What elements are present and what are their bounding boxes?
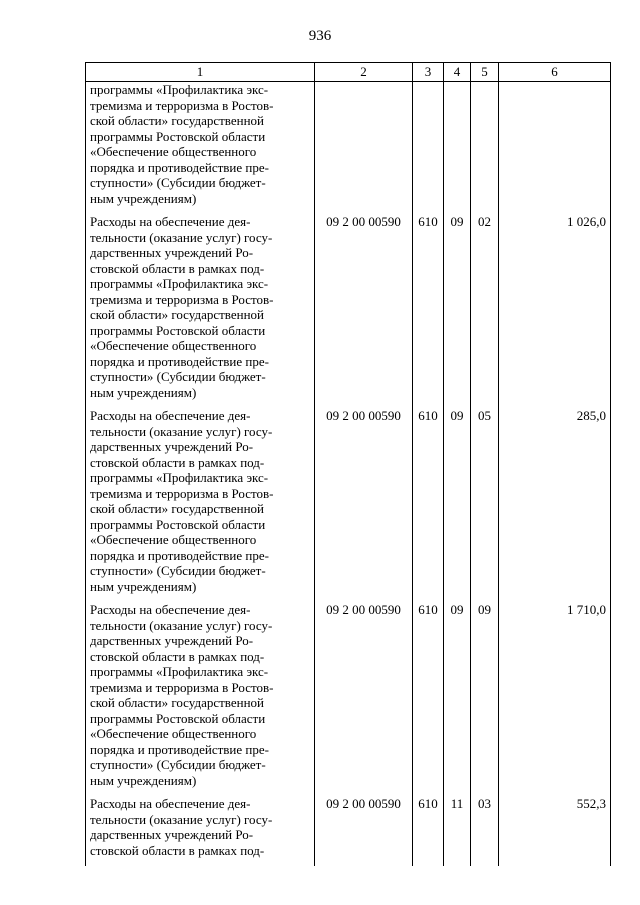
row-section bbox=[444, 82, 471, 215]
description-line: дарственных учреждений Ро- bbox=[90, 245, 254, 260]
row-expense-type: 610 bbox=[413, 796, 444, 866]
description-line: тельности (оказание услуг) госу- bbox=[90, 617, 273, 633]
row-expense-type: 610 bbox=[413, 602, 444, 796]
row-description bbox=[86, 796, 315, 866]
table-row bbox=[86, 408, 611, 602]
row-section: 09 bbox=[444, 408, 471, 602]
description-line: порядка и противодействие пре- bbox=[90, 159, 269, 175]
description-line: программы «Профилактика экс- bbox=[90, 470, 269, 485]
row-target-code: 09 2 00 00590 bbox=[315, 408, 413, 602]
description-line: стовской области в рамках под- bbox=[90, 842, 265, 858]
table-row bbox=[86, 214, 611, 408]
description-line: программы «Профилактика экс- bbox=[90, 664, 269, 679]
description-line: стовской области в рамках под- bbox=[90, 648, 265, 664]
row-description bbox=[86, 214, 315, 408]
row-section: 09 bbox=[444, 214, 471, 408]
row-description bbox=[86, 82, 315, 215]
description-line: порядка и противодействие пре- bbox=[90, 741, 269, 757]
description-line: «Обеспечение общественного bbox=[90, 338, 257, 353]
column-header-6: 6 bbox=[499, 63, 611, 82]
description-line: «Обеспечение общественного bbox=[90, 144, 257, 159]
description-line: дарственных учреждений Ро- bbox=[90, 633, 254, 648]
row-expense-type bbox=[413, 82, 444, 215]
description-line: тремизма и терроризма в Ростов- bbox=[90, 291, 274, 307]
description-line: ской области» государственной bbox=[90, 501, 264, 516]
description-line: «Обеспечение общественного bbox=[90, 726, 257, 741]
description-line: ской области» государственной bbox=[90, 695, 264, 710]
column-header-2: 2 bbox=[315, 63, 413, 82]
table-body bbox=[86, 82, 611, 867]
row-section: 11 bbox=[444, 796, 471, 866]
description-line: ступности» (Субсидии бюджет- bbox=[90, 757, 266, 772]
row-expense-type: 610 bbox=[413, 408, 444, 602]
row-target-code: 09 2 00 00590 bbox=[315, 602, 413, 796]
description-line: тельности (оказание услуг) госу- bbox=[90, 423, 273, 439]
row-expense-type: 610 bbox=[413, 214, 444, 408]
row-subsection: 02 bbox=[471, 214, 499, 408]
row-subsection: 05 bbox=[471, 408, 499, 602]
description-line: программы Ростовской области bbox=[90, 516, 266, 532]
row-description bbox=[86, 602, 315, 796]
description-line: тельности (оказание услуг) госу- bbox=[90, 229, 273, 245]
description-line: стовской области в рамках под- bbox=[90, 260, 265, 276]
column-header-3: 3 bbox=[413, 63, 444, 82]
description-line: ным учреждениям) bbox=[90, 384, 197, 400]
row-subsection: 09 bbox=[471, 602, 499, 796]
description-line: тремизма и терроризма в Ростов- bbox=[90, 485, 274, 501]
description-line: Расходы на обеспечение дея- bbox=[90, 408, 251, 423]
description-line: программы «Профилактика экс- bbox=[90, 276, 269, 291]
description-line: программы Ростовской области bbox=[90, 322, 266, 338]
description-line: порядка и противодействие пре- bbox=[90, 547, 269, 563]
description-line: Расходы на обеспечение дея- bbox=[90, 214, 251, 229]
row-target-code bbox=[315, 82, 413, 215]
table-row bbox=[86, 82, 611, 215]
row-subsection bbox=[471, 82, 499, 215]
description-line: ным учреждениям) bbox=[90, 772, 197, 788]
row-target-code: 09 2 00 00590 bbox=[315, 796, 413, 866]
row-amount: 285,0 bbox=[499, 408, 611, 602]
description-line: тельности (оказание услуг) госу- bbox=[90, 811, 273, 827]
page-number: 936 bbox=[308, 28, 332, 44]
row-amount: 1 026,0 bbox=[499, 214, 611, 408]
description-line: Расходы на обеспечение дея- bbox=[90, 796, 251, 811]
description-line: Расходы на обеспечение дея- bbox=[90, 602, 251, 617]
description-line: программы Ростовской области bbox=[90, 128, 266, 144]
description-line: «Обеспечение общественного bbox=[90, 532, 257, 547]
description-line: дарственных учреждений Ро- bbox=[90, 439, 254, 454]
description-line: порядка и противодействие пре- bbox=[90, 353, 269, 369]
row-description bbox=[86, 408, 315, 602]
row-subsection: 03 bbox=[471, 796, 499, 866]
row-target-code: 09 2 00 00590 bbox=[315, 214, 413, 408]
table-header-row bbox=[86, 63, 611, 82]
budget-table bbox=[85, 62, 611, 866]
description-line: программы «Профилактика экс- bbox=[90, 82, 269, 97]
column-header-5: 5 bbox=[471, 63, 499, 82]
row-section: 09 bbox=[444, 602, 471, 796]
row-amount bbox=[499, 82, 611, 215]
description-line: ступности» (Субсидии бюджет- bbox=[90, 175, 266, 190]
row-amount: 1 710,0 bbox=[499, 602, 611, 796]
description-line: ской области» государственной bbox=[90, 307, 264, 322]
description-line: ской области» государственной bbox=[90, 113, 264, 128]
description-line: ступности» (Субсидии бюджет- bbox=[90, 369, 266, 384]
description-line: программы Ростовской области bbox=[90, 710, 266, 726]
description-line: ным учреждениям) bbox=[90, 578, 197, 594]
column-header-1: 1 bbox=[86, 63, 315, 82]
description-line: ным учреждениям) bbox=[90, 190, 197, 206]
row-amount: 552,3 bbox=[499, 796, 611, 866]
table-row bbox=[86, 796, 611, 866]
table-row bbox=[86, 602, 611, 796]
description-line: стовской области в рамках под- bbox=[90, 454, 265, 470]
description-line: тремизма и терроризма в Ростов- bbox=[90, 97, 274, 113]
column-header-4: 4 bbox=[444, 63, 471, 82]
description-line: дарственных учреждений Ро- bbox=[90, 827, 254, 842]
description-line: ступности» (Субсидии бюджет- bbox=[90, 563, 266, 578]
description-line: тремизма и терроризма в Ростов- bbox=[90, 679, 274, 695]
